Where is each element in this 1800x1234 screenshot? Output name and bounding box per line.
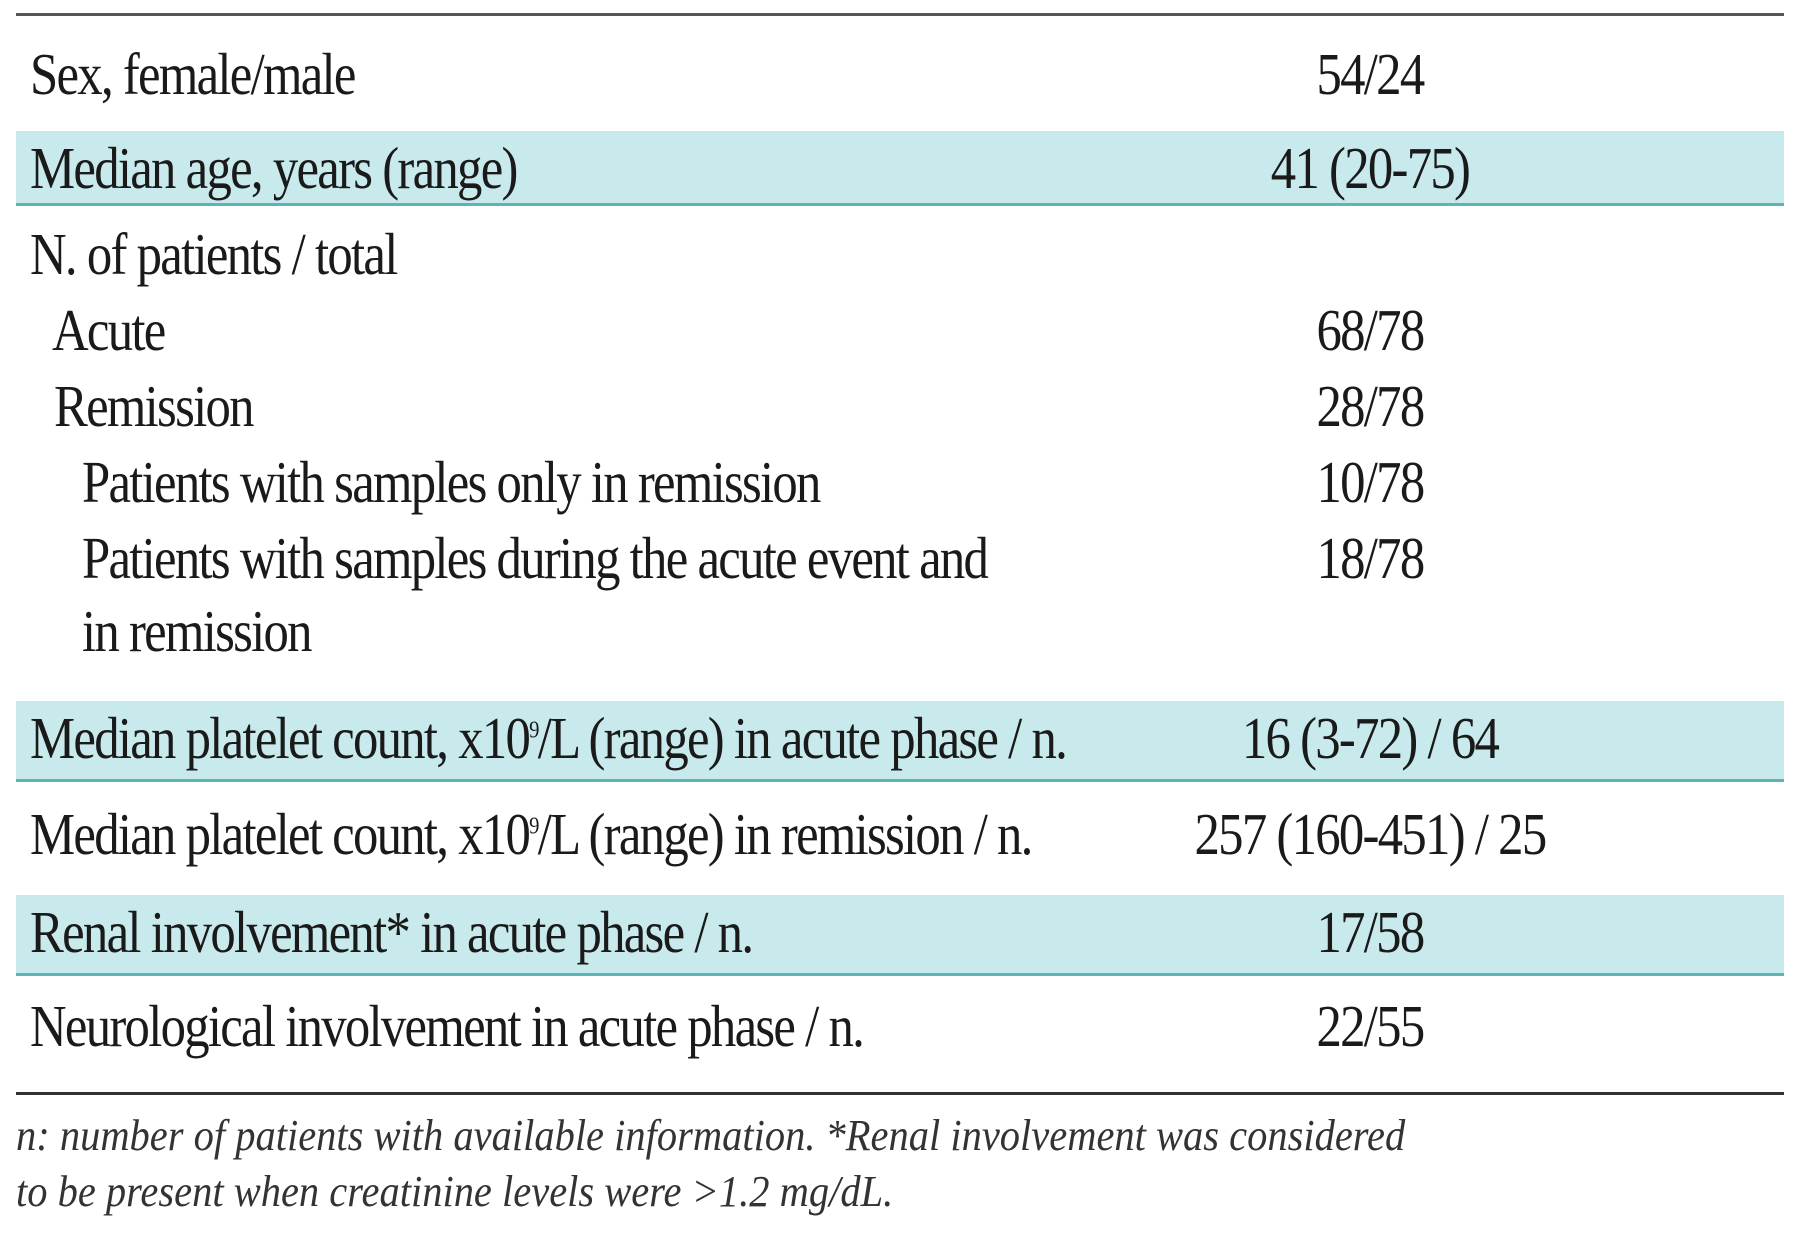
table-row <box>16 524 1784 594</box>
row-label: Sex, female/male <box>30 41 355 107</box>
table-row <box>16 131 1784 206</box>
row-label: in remission <box>82 598 311 664</box>
row-value: 41 (20-75) <box>1270 135 1470 201</box>
table-row <box>16 372 1784 442</box>
table-row <box>16 18 1784 132</box>
row-label: Remission <box>54 373 253 439</box>
table-row <box>16 448 1784 518</box>
table-row <box>16 800 1784 870</box>
row-value: 10/78 <box>1316 449 1424 515</box>
table-top-rule <box>16 13 1784 16</box>
row-label: Patients with samples only in remission <box>82 449 820 515</box>
table-row <box>16 220 1784 290</box>
table-row <box>16 597 1784 667</box>
table-row <box>16 296 1784 366</box>
row-label: Neurological involvement in acute phase / n. <box>30 993 864 1059</box>
row-value: 16 (3-72) / 64 <box>1241 705 1499 771</box>
table-bottom-rule <box>16 1092 1784 1095</box>
row-value: 28/78 <box>1316 373 1424 439</box>
row-value: 18/78 <box>1316 525 1424 591</box>
row-label: N. of patients / total <box>30 221 397 287</box>
row-value: 17/58 <box>1316 899 1424 965</box>
row-value: 54/24 <box>1316 41 1424 107</box>
table-row <box>16 701 1784 782</box>
table-row <box>16 895 1784 976</box>
row-value: 22/55 <box>1316 993 1424 1059</box>
row-value: 257 (160-451) / 25 <box>1194 801 1546 867</box>
table-row <box>16 992 1784 1062</box>
footnote-line-1: n: number of patients with available information. *Renal involvement was considered <box>16 1111 1406 1160</box>
row-label: Median age, years (range) <box>30 135 517 201</box>
row-label: Median platelet count, $x10^9/L$ (range) in acute phase / n. <box>30 705 1067 771</box>
footnote-line-2: to be present when creatinine levels were >1.2 mg/dL. <box>16 1167 894 1216</box>
row-label: Acute <box>52 297 165 363</box>
row-label: Renal involvement* in acute phase / n. <box>30 899 753 965</box>
row-label: Median platelet count, $x10^9/L$ (range) in remission / n. <box>30 801 1032 867</box>
row-label: Patients with samples during the acute event and <box>82 525 988 591</box>
row-value: 68/78 <box>1316 297 1424 363</box>
